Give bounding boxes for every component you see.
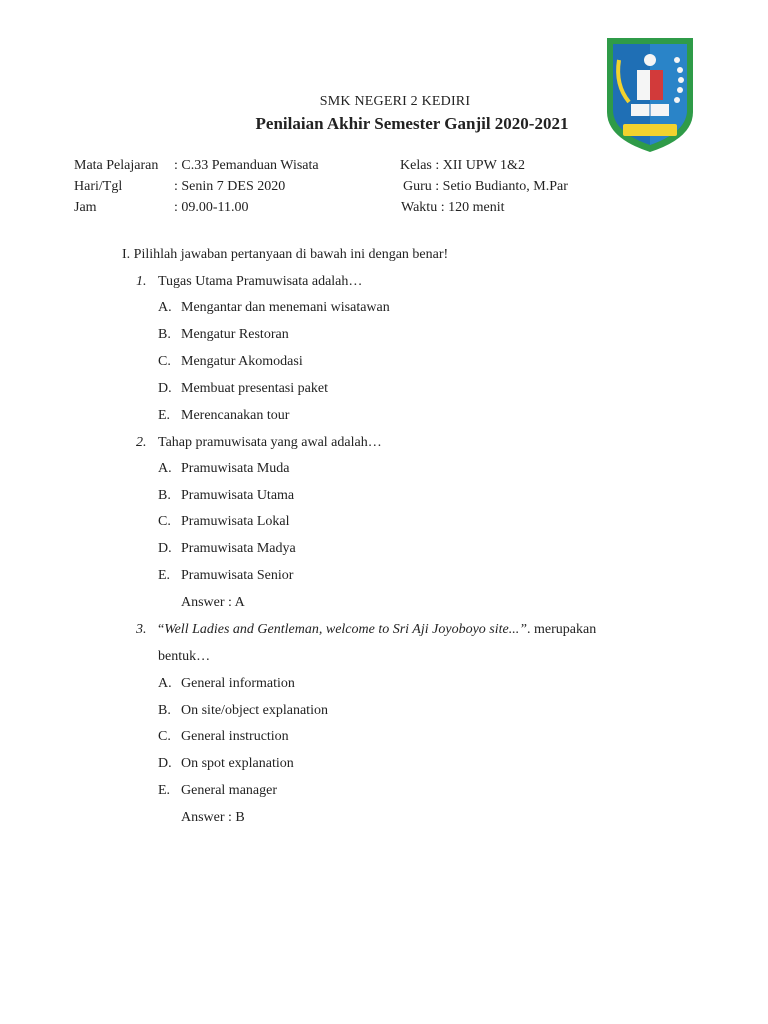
option-text: Membuat presentasi paket	[181, 381, 328, 396]
option-text: Pramuwisata Senior	[181, 568, 294, 583]
class-info: Kelas : XII UPW 1&2	[400, 158, 525, 173]
option-label: A.	[158, 300, 172, 315]
option-text: Mengatur Akomodasi	[181, 354, 303, 369]
school-name: SMK NEGERI 2 KEDIRI	[319, 94, 471, 109]
option-label: B.	[158, 488, 171, 503]
question-text-rest: . merupakan	[527, 622, 597, 637]
option-text: Pramuwisata Utama	[181, 488, 295, 503]
time-value: : 09.00-11.00	[174, 200, 249, 215]
question-text-continued: bentuk…	[158, 649, 211, 664]
option-text: On site/object explanation	[181, 703, 328, 718]
option-label: A.	[158, 461, 172, 476]
school-logo	[603, 30, 697, 154]
day-label: Hari/Tgl	[74, 179, 123, 194]
option-text: On spot explanation	[181, 756, 294, 771]
time-label: Jam	[74, 200, 97, 215]
option-text: Pramuwisata Madya	[181, 541, 296, 556]
option-label: A.	[158, 676, 172, 691]
school-logo-graphic	[603, 30, 697, 154]
quoted-greeting: Well Ladies and Gentleman, welcome to Sri Aji Joyoboyo site...”	[164, 622, 528, 637]
option-text: General manager	[181, 783, 277, 798]
question-number: 1.	[136, 274, 147, 289]
option-label: E.	[158, 568, 171, 583]
question-text: Tugas Utama Pramuwisata adalah…	[158, 274, 363, 289]
option-label: B.	[158, 327, 171, 342]
duration-info: Waktu : 120 menit	[401, 200, 505, 215]
option-label: D.	[158, 756, 172, 771]
option-text: Mengatur Restoran	[181, 327, 289, 342]
option-text: General instruction	[181, 729, 289, 744]
option-label: C.	[158, 514, 171, 529]
day-value: : Senin 7 DES 2020	[174, 179, 286, 194]
option-text: Pramuwisata Muda	[181, 461, 290, 476]
answer-key: Answer : A	[181, 595, 245, 610]
option-label: D.	[158, 541, 172, 556]
question-number: 3.	[136, 622, 147, 637]
option-label: E.	[158, 783, 171, 798]
subject-label: Mata Pelajaran	[74, 158, 159, 173]
option-label: C.	[158, 354, 171, 369]
option-label: D.	[158, 381, 172, 396]
option-text: General information	[181, 676, 295, 691]
option-label: B.	[158, 703, 171, 718]
question-text	[158, 622, 596, 638]
exam-title: Penilaian Akhir Semester Ganjil 2020-2021	[255, 114, 569, 133]
option-label: E.	[158, 408, 171, 423]
option-text: Mengantar dan menemani wisatawan	[181, 300, 390, 315]
option-text: Pramuwisata Lokal	[181, 514, 290, 529]
open-quote: “	[158, 622, 165, 637]
option-label: C.	[158, 729, 171, 744]
option-text: Merencanakan tour	[181, 408, 290, 423]
instruction-text: I. Pilihlah jawaban pertanyaan di bawah ini dengan benar!	[122, 247, 449, 262]
subject-value: : C.33 Pemanduan Wisata	[174, 158, 319, 173]
question-number: 2.	[136, 435, 147, 450]
answer-key: Answer : B	[181, 810, 245, 825]
question-text: Tahap pramuwisata yang awal adalah…	[158, 435, 382, 450]
teacher-info: Guru : Setio Budianto, M.Par	[403, 179, 568, 194]
